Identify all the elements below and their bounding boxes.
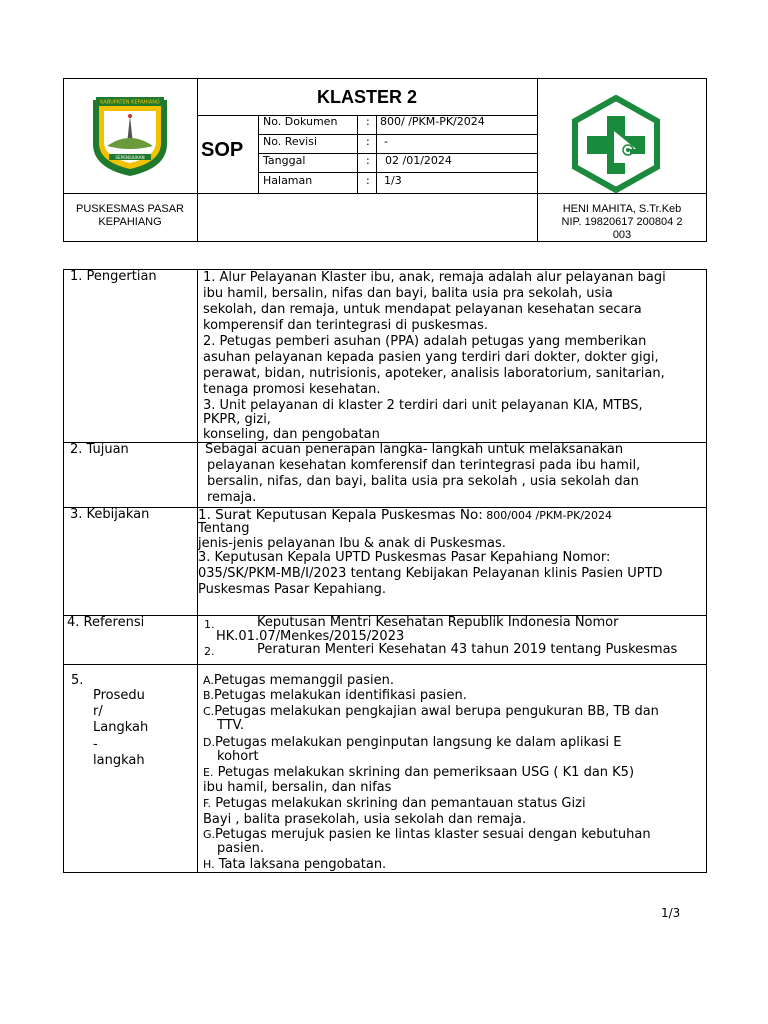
kebijakan-line: jenis-jenis pelayanan Ibu & anak di Puskesmas. [198, 536, 506, 551]
section-label-referensi: 4. Referensi [67, 615, 145, 630]
procedure-step: A.Petugas memanggil pasien. [203, 673, 395, 688]
field-colon: : [366, 135, 370, 148]
field-value-no-dokumen: 800/ /PKM-PK/2024 [380, 115, 485, 128]
referensi-item: Peraturan Menteri Kesehatan 43 tahun 2019 tentang Puskesmas [257, 642, 678, 657]
section-label-kebijakan: 3. Kebijakan [70, 507, 150, 522]
section-label-prosedur-number: 5. [71, 673, 84, 688]
procedure-step: D.Petugas melakukan penginputan langsung ke dalam aplikasi E [203, 735, 622, 750]
kebijakan-line: 3. Keputusan Kepala UPTD Puskesmas Pasar Kepahiang Nomor: [198, 550, 611, 565]
pengertian-line: 3. Unit pelayanan di klaster 2 terdiri dari unit pelayanan KIA, MTBS, [203, 398, 643, 413]
pengertian-line: perawat, bidan, nutrisionis, apoteker, analisis laboratorium, sanitarian, [203, 366, 665, 381]
section-label-prosedur: Langkah [93, 720, 149, 735]
procedure-step: E. Petugas melakukan skrining dan pemeriksaan USG ( K1 dan K5) [203, 765, 635, 780]
field-value-halaman: 1/3 [384, 174, 402, 187]
signer-name: HENI MAHITA, S.Tr.Keb [562, 203, 682, 215]
referensi-number: 2. [204, 645, 215, 658]
pengertian-line: 1. Alur Pelayanan Klaster ibu, anak, remaja adalah alur pelayanan bagi [203, 270, 666, 285]
section-label-pengertian: 1. Pengertian [70, 269, 157, 284]
kebijakan-line: 1. Surat Keputusan Kepala Puskesmas No: 800/004 /PKM-PK/2024 [198, 507, 613, 523]
pengertian-line: sekolah, dan remaja, untuk mendapat pelayanan kesehatan secara [203, 302, 642, 317]
field-value-tanggal: 02 /01/2024 [385, 154, 452, 167]
svg-text:KABUPATEN KEPAHIANG: KABUPATEN KEPAHIANG [100, 99, 160, 106]
field-label-no-revisi: No. Revisi [263, 135, 318, 148]
field-colon: : [366, 154, 370, 167]
section-label-prosedur: r/ [93, 704, 103, 719]
kebijakan-line: 035/SK/PKM-MB/I/2023 tentang Kebijakan Pelayanan klinis Pasien UPTD [198, 566, 663, 581]
section-label-tujuan: 2. Tujuan [70, 442, 129, 457]
procedure-step: H. Tata laksana pengobatan. [203, 857, 387, 872]
procedure-step-cont: kohort [217, 749, 259, 764]
procedure-step-cont: pasien. [217, 841, 264, 856]
pengertian-line: 2. Petugas pemberi asuhan (PPA) adalah petugas yang memberikan [203, 334, 647, 349]
tujuan-line: remaja. [207, 490, 257, 505]
org-name-line2: KEPAHIANG [98, 216, 162, 228]
tujuan-line: pelayanan kesehatan komferensif dan terintegrasi pada ibu hamil, [207, 458, 641, 473]
sop-label: SOP [201, 139, 244, 161]
procedure-step: G.Petugas merujuk pasien ke lintas klaster sesuai dengan kebutuhan [203, 827, 651, 842]
signer-nip-line2: 003 [612, 229, 632, 241]
field-colon: : [366, 174, 370, 187]
kebijakan-line: Puskesmas Pasar Kepahiang. [198, 582, 386, 597]
procedure-step: F. Petugas melakukan skrining dan pemantauan status Gizi [203, 796, 586, 811]
pengertian-line: asuhan pelayanan kepada pasien yang terdiri dari dokter, dokter gigi, [203, 350, 659, 365]
referensi-item: Keputusan Mentri Kesehatan Republik Indonesia Nomor [257, 615, 619, 630]
field-value-no-revisi: - [384, 135, 388, 148]
org-name-line1: PUSKESMAS PASAR [76, 203, 184, 215]
pengertian-line: komperensif dan terintegrasi di puskesmas. [203, 318, 489, 333]
referensi-number: 1. [204, 618, 215, 631]
procedure-step: B.Petugas melakukan identifikasi pasien. [203, 688, 467, 703]
kabupaten-kepahiang-logo [83, 94, 177, 178]
signer-nip-line1: NIP. 19820617 200804 2 [561, 216, 683, 228]
svg-text:SEPENSIUKAN: SEPENSIUKAN [115, 154, 145, 160]
document-title: KLASTER 2 [316, 87, 417, 107]
tujuan-line: Sebagai acuan penerapan langka- langkah untuk melaksanakan [205, 442, 624, 457]
field-label-halaman: Halaman [263, 174, 313, 187]
section-label-prosedur: Prosedu [93, 688, 145, 703]
field-label-tanggal: Tanggal [263, 154, 306, 167]
field-label-no-dokumen: No. Dokumen [263, 115, 338, 128]
procedure-step-cont: ibu hamil, bersalin, dan nifas [203, 780, 392, 795]
tujuan-line: bersalin, nifas, dan bayi, balita usia pra sekolah , usia sekolah dan [207, 474, 639, 489]
referensi-item-cont: HK.01.07/Menkes/2015/2023 [216, 629, 405, 644]
procedure-step-cont: TTV. [217, 718, 245, 733]
page-number: 1/3 [661, 906, 681, 920]
procedure-step: C.Petugas melakukan pengkajian awal berupa pengukuran BB, TB dan [203, 704, 659, 719]
kebijakan-line: Tentang [198, 521, 250, 536]
procedure-step-cont: Bayi , balita prasekolah, usia sekolah dan remaja. [203, 812, 527, 827]
section-label-prosedur: langkah [93, 753, 145, 768]
pengertian-line: konseling, dan pengobatan [203, 427, 380, 442]
field-colon: : [366, 115, 370, 128]
pengertian-line: ibu hamil, bersalin, nifas dan bayi, balita usia pra sekolah, usia [203, 286, 613, 301]
puskesmas-logo [570, 95, 662, 193]
pengertian-line: PKPR, gizi, [203, 412, 271, 427]
pengertian-line: tenaga promosi kesehatan. [203, 382, 381, 397]
section-label-prosedur: - [93, 737, 98, 752]
